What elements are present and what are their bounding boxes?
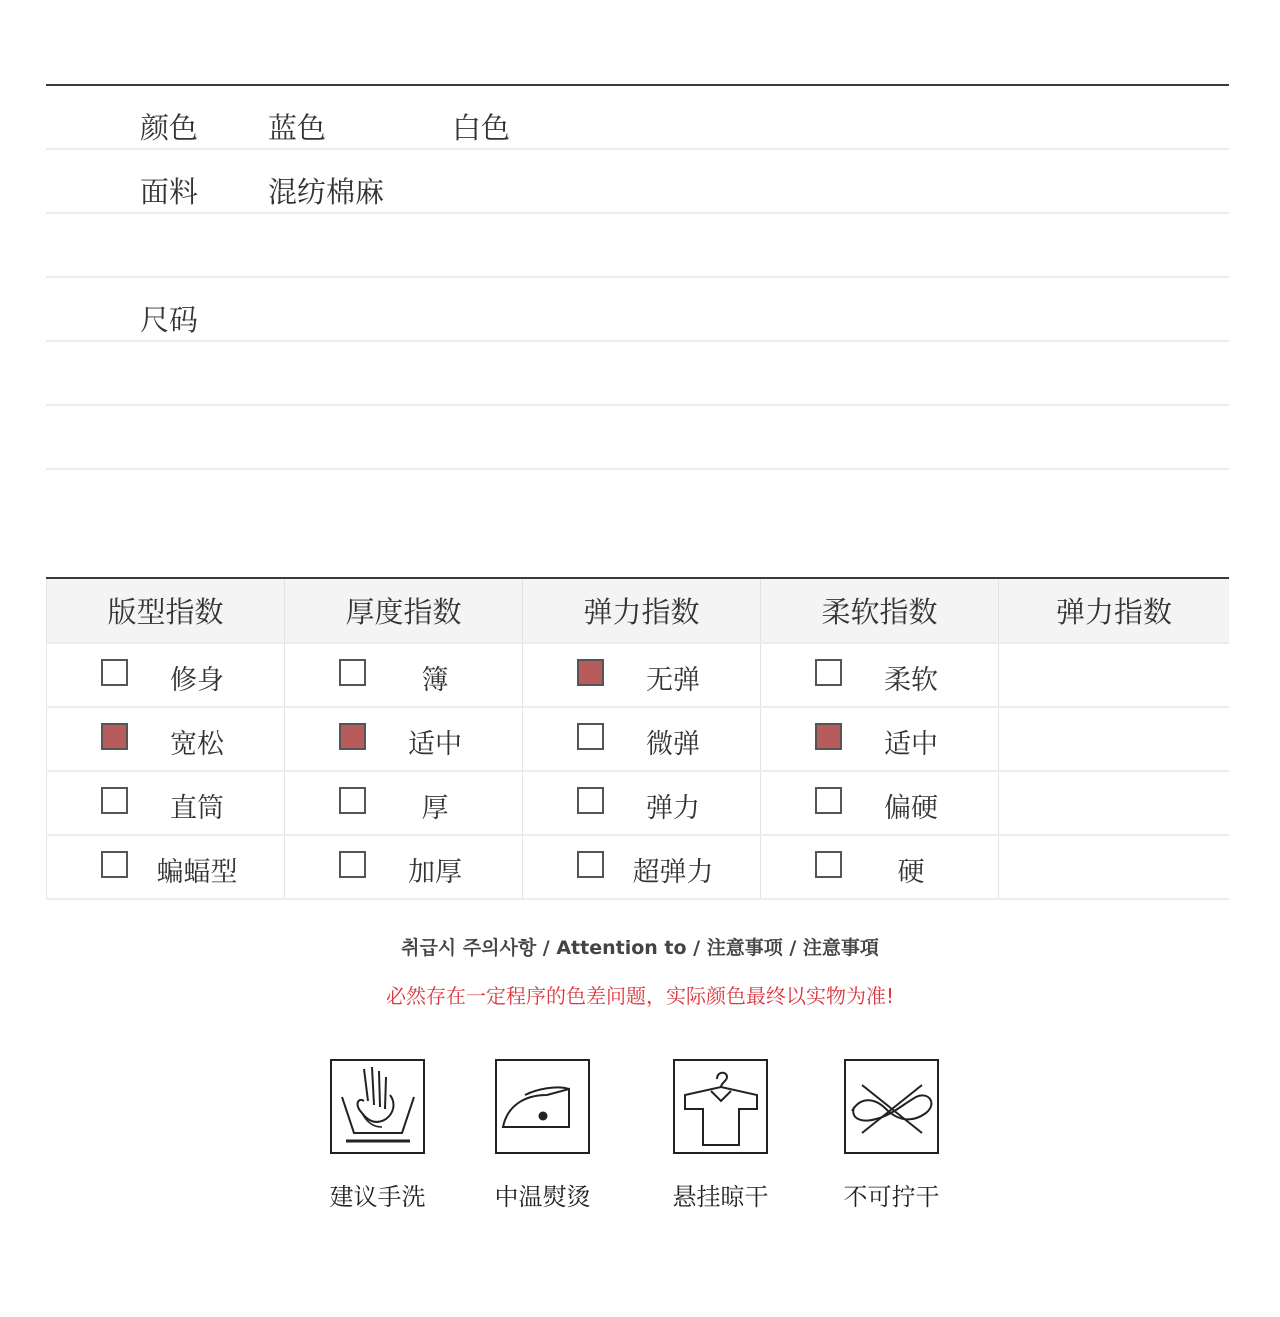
header-elasticity: 弹力指数 [522,579,760,642]
option-label: 蝙蝠型 [156,857,238,888]
option-label: 加厚 [408,857,462,888]
index-cell [998,644,1229,706]
spec-row-size [46,278,1229,342]
index-cell [522,772,760,834]
index-cell [284,772,522,834]
checkbox-checked[interactable] [101,723,128,750]
index-cell [284,708,522,770]
spec-row-empty [46,342,1229,406]
hand-wash-icon [330,1059,425,1154]
care-label: 中温熨烫 [494,1183,591,1211]
spec-row-color [46,86,1229,150]
option-label: 适中 [408,729,462,760]
index-cell [760,772,998,834]
option-label: 直筒 [170,793,224,824]
checkbox[interactable] [577,787,604,814]
checkbox-checked[interactable] [815,723,842,750]
index-cell [998,836,1229,898]
option-label: 弹力 [646,793,700,824]
option-label: 偏硬 [884,793,938,824]
checkbox[interactable] [815,851,842,878]
care-no-wring [843,1059,940,1211]
spec-row-empty [46,214,1229,278]
index-cell [284,836,522,898]
care-hand-wash [329,1059,426,1211]
option-label: 柔软 [884,665,938,696]
option-label: 硬 [897,857,925,888]
index-cell [998,708,1229,770]
option-label: 适中 [884,729,938,760]
index-cell [998,772,1229,834]
index-table-row [46,642,1229,706]
spec-row-empty [46,406,1229,470]
no-wring-icon [844,1059,939,1154]
spec-value-fabric: 混纺棉麻 [268,175,385,209]
index-table-row [46,770,1229,834]
index-table-row [46,706,1229,770]
index-cell [46,708,284,770]
index-cell [46,836,284,898]
index-cell [46,644,284,706]
spec-row-fabric [46,150,1229,214]
index-table [46,577,1229,900]
hang-dry-icon [673,1059,768,1154]
option-label: 无弹 [646,665,700,696]
index-cell [760,644,998,706]
checkbox[interactable] [577,851,604,878]
option-label: 宽松 [170,729,224,760]
index-cell [284,644,522,706]
index-cell [46,772,284,834]
checkbox[interactable] [339,787,366,814]
option-label: 修身 [170,665,224,696]
checkbox[interactable] [101,787,128,814]
spec-label-fabric: 面料 [140,175,199,209]
index-table-header [46,579,1229,642]
option-label: 簿 [421,665,449,696]
index-cell [522,708,760,770]
index-table-row [46,834,1229,900]
index-cell [760,708,998,770]
spec-label-size: 尺码 [140,303,199,337]
attention-title: 취급시 주의사항 / Attention to / 注意事项 / 注意事項 [401,937,879,959]
checkbox-checked[interactable] [339,723,366,750]
header-thickness: 厚度指数 [284,579,522,642]
spec-label-color: 颜色 [140,111,199,145]
option-label: 微弹 [646,729,700,760]
care-label: 建议手洗 [329,1183,426,1211]
option-label: 超弹力 [632,857,714,888]
color-difference-warning: 必然存在一定程序的色差问题，实际颜色最终以实物为准! [385,984,895,1008]
iron-medium-icon [495,1059,590,1154]
option-label: 厚 [421,793,449,824]
index-cell [760,836,998,898]
header-softness: 柔软指数 [760,579,998,642]
care-label: 悬挂晾干 [672,1183,769,1211]
checkbox[interactable] [339,851,366,878]
checkbox[interactable] [815,659,842,686]
checkbox[interactable] [577,723,604,750]
spec-value-white: 白色 [452,111,511,145]
index-cell [522,644,760,706]
header-fit: 版型指数 [46,579,284,642]
header-elasticity-2: 弹力指数 [998,579,1229,642]
care-label: 不可拧干 [843,1183,940,1211]
care-hang-dry [672,1059,769,1211]
spec-table [46,84,1229,470]
spec-value-blue: 蓝色 [268,111,327,145]
index-cell [522,836,760,898]
checkbox-checked[interactable] [577,659,604,686]
checkbox[interactable] [101,851,128,878]
checkbox[interactable] [101,659,128,686]
checkbox[interactable] [339,659,366,686]
checkbox[interactable] [815,787,842,814]
care-iron [494,1059,591,1211]
